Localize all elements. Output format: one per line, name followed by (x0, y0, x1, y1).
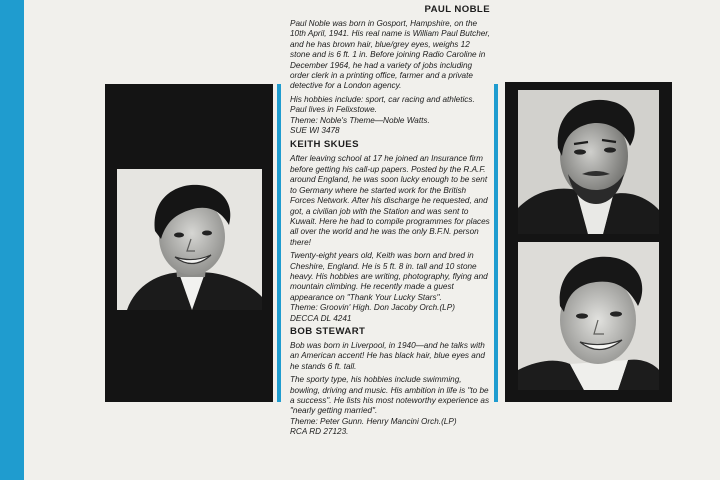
keith-skues-theme: Theme: Groovin' High. Don Jacoby Orch.(LP) (290, 303, 455, 313)
blue-rule-left (277, 84, 281, 402)
blue-rule-right (494, 84, 498, 402)
paul-noble-theme: Theme: Noble's Theme—Noble Watts. (290, 115, 430, 125)
keith-skues-bio: After leaving school at 17 he joined an Insurance firm before getting his call-up papers. Posted by the R.A.F. around England, he was soon lucky enough to be sent to Germany where he started work for the British Forces Network. After his discharge he requested, and got, a civilian job with the Station and was sent to Kuwait. Here he had to compile programmes for places all over the world and he was the only B.F.N. person there! (290, 154, 490, 247)
paul-noble-bio: Paul Noble was born in Gosport, Hampshire, on the 10th April, 1941. His real name is William Paul Butcher, and he has brown hair, blue/grey eyes, weighs 12 stone and is 6 ft. 1 in. Before joining Radio Caroline in December 1964, he had a variety of jobs including order clerk in a printing office, farmer and a private detective for a London agency. (290, 19, 490, 91)
keith-skues-details: Twenty-eight years old, Keith was born and bred in Cheshire, England. He is 5 ft. 8 in. tall and 10 stone heavy. His hobbies are writing, photography, flying and mountain climbing. He recently made a guest appearance on "Thank Your Lucky Stars". (290, 251, 488, 302)
right-photo-frame (505, 82, 672, 402)
bob-stewart-bio: Bob was born in Liverpool, in 1940—and he talks with an American accent! He has black hair, blue eyes and he stands 6 ft. tall. (290, 340, 485, 371)
bob-stewart-heading: BOB STEWART (290, 325, 366, 337)
keith-skues-record: DECCA DL 4241 (290, 313, 352, 323)
paul-noble-record: SUE WI 3478 (290, 126, 340, 136)
paul-noble-heading: PAUL NOBLE (424, 4, 490, 15)
bob-stewart-photo (518, 242, 659, 390)
paul-noble-hobbies: His hobbies include: sport, car racing and athletics. Paul lives in Felixstowe. (290, 94, 475, 115)
bob-stewart-record: RCA RD 27123. (290, 427, 349, 437)
keith-skues-heading: KEITH SKUES (290, 139, 359, 151)
keith-skues-photo (117, 169, 262, 310)
keith-skues-photo-frame (105, 84, 273, 402)
bob-stewart-theme: Theme: Peter Gunn. Henry Mancini Orch.(LP) (290, 416, 457, 426)
blue-accent-band (0, 0, 24, 480)
paul-noble-photo (518, 90, 659, 234)
bob-stewart-hobbies: The sporty type, his hobbies include swimming, bowling, driving and music. His ambition in life is "to be a success". He lists his most noteworthy experience as "nearly getting married". (290, 375, 490, 416)
biography-column (290, 4, 490, 438)
